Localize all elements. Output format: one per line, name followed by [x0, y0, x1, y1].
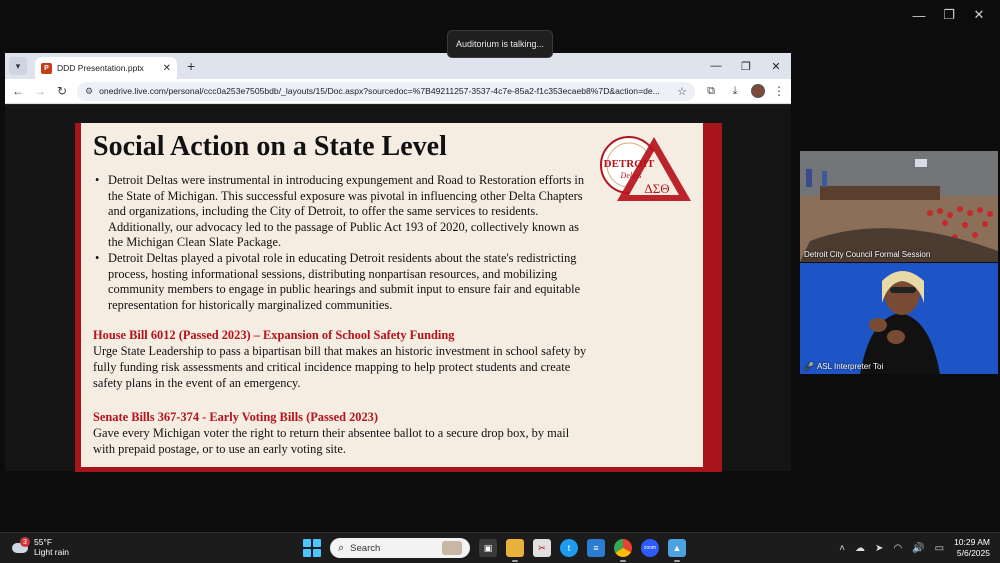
senate-bill-section — [93, 409, 593, 457]
photos-icon[interactable]: ▲ — [668, 539, 686, 557]
svg-text:ΔΣΘ: ΔΣΘ — [644, 181, 670, 196]
notepad-icon[interactable]: ≡ — [587, 539, 605, 557]
tab-close-button[interactable]: ✕ — [162, 62, 171, 74]
weather-cloud-icon — [12, 540, 30, 554]
senate-bill-text: Gave every Michigan voter the right to return their absentee ballot to a secure drop box, by mail with prepaid postage, or to use an early voting site. — [93, 426, 570, 457]
browser-window — [5, 53, 791, 471]
taskbar-search[interactable] — [330, 538, 470, 558]
taskbar — [0, 532, 1000, 563]
council-video-label: Detroit City Council Formal Session — [804, 250, 931, 259]
volume-icon[interactable]: 🔊 — [912, 542, 925, 554]
address-bar[interactable] — [77, 82, 695, 101]
tab-search-button[interactable] — [9, 57, 27, 75]
chrome-icon[interactable] — [614, 539, 632, 557]
profile-avatar[interactable] — [751, 84, 765, 98]
house-bill-section — [93, 327, 593, 391]
search-highlight-image — [442, 541, 462, 555]
slide-content — [81, 123, 703, 467]
speaking-toast: Auditorium is talking... — [447, 30, 553, 58]
search-icon: ⌕ — [338, 541, 345, 554]
slide-frame — [75, 123, 722, 472]
onedrive-cloud-icon[interactable]: ☁ — [855, 542, 866, 554]
interpreter-video-tile[interactable] — [800, 263, 998, 374]
document-viewport — [5, 105, 791, 471]
chevron-up-icon[interactable]: ˄ — [839, 542, 846, 554]
slide-bullet-list — [93, 173, 593, 313]
council-video-tile[interactable] — [800, 151, 998, 262]
windows-start-icon[interactable] — [303, 539, 321, 557]
senate-bill-title: Senate Bills 367-374 - Early Voting Bills (Passed 2023) — [93, 410, 379, 425]
download-icon[interactable]: ⤓ — [732, 84, 738, 97]
extensions-icon[interactable]: ⧉ — [707, 84, 715, 97]
svg-text:DETROIT: DETROIT — [603, 158, 655, 170]
system-clock[interactable] — [954, 537, 990, 559]
url-text: onedrive.live.com/personal/ccc0a253e7505bdb/_layouts/15/Doc.aspx?sourcedoc=%7B49211257-3537-4c7e-85a2-f1c353ecaeb8%7D&action=de... — [99, 86, 660, 96]
search-label: Search — [350, 542, 381, 554]
restore-button[interactable]: ❐ — [943, 7, 955, 22]
wifi-icon[interactable]: ◠ — [893, 542, 903, 554]
weather-alert-badge: 3 — [20, 537, 30, 547]
browser-restore-button[interactable]: ❐ — [741, 60, 751, 73]
slide-title: Social Action on a State Level — [93, 131, 447, 162]
council-chamber-image — [800, 151, 998, 262]
back-button[interactable]: ← — [12, 84, 24, 98]
tab-bar — [5, 53, 791, 79]
powerpoint-icon: P — [41, 63, 52, 74]
location-arrow-icon[interactable]: ➤ — [875, 542, 884, 554]
browser-minimize-button[interactable]: — — [710, 59, 722, 72]
twitter-icon[interactable]: t — [560, 539, 578, 557]
forward-button[interactable]: → — [34, 84, 46, 98]
bullet-expungement: • Detroit Deltas were instrumental in introducing expungement and Road to Restoration efforts in the State of Michigan. This successful exposure was pivotal in influencing other Delta Chapters and organizations, including the City of Detroit, to offer the same services to residents. Additionally, our advocacy led to the passage of Public Act 193 of 2020, collectively known as the Michigan Clean Slate Package. — [93, 173, 593, 251]
chevron-down-icon: ▾ — [15, 60, 21, 71]
new-tab-button[interactable]: + — [187, 58, 196, 74]
file-explorer-icon[interactable] — [506, 539, 524, 557]
browser-close-button[interactable]: ✕ — [771, 60, 781, 73]
detroit-deltas-logo — [599, 129, 699, 211]
interpreter-image — [800, 263, 998, 374]
interpreter-video-label: 🎤 ASL Interpreter Toi — [804, 362, 884, 371]
zoom-icon[interactable]: zoom — [641, 539, 659, 557]
system-tray — [839, 537, 990, 559]
tab-ddd-presentation[interactable] — [35, 57, 177, 79]
battery-icon[interactable]: ▭ — [934, 542, 945, 554]
clock-date: 5/6/2025 — [956, 548, 990, 558]
snipping-tool-icon[interactable]: ✂ — [533, 539, 551, 557]
tab-title: DDD Presentation.pptx — [57, 63, 144, 73]
clock-time: 10:29 AM — [954, 537, 990, 547]
bullet-redistricting: • Detroit Deltas played a pivotal role in educating Detroit residents about the state's redistricting process, hosting informational sessions, distributing nonpartisan resources, and mobilizing community members to engage in public hearings and submit input to ensure fair and equitable representation for historically marginalized communities. — [93, 251, 593, 313]
reload-button[interactable]: ↻ — [56, 84, 68, 98]
browser-toolbar — [5, 79, 791, 104]
taskbar-apps — [303, 538, 686, 558]
house-bill-title: House Bill 6012 (Passed 2023) – Expansion of School Safety Funding — [93, 328, 455, 343]
site-info-icon[interactable]: ⚙ — [85, 85, 94, 96]
close-button[interactable]: ✕ — [973, 7, 985, 22]
mic-muted-icon: 🎤 — [804, 362, 814, 371]
app-window-controls — [904, 4, 994, 26]
weather-condition: Light rain — [34, 547, 69, 557]
minimize-button[interactable]: — — [912, 7, 926, 23]
more-menu-icon[interactable]: ⋮ — [773, 84, 785, 98]
task-view-icon[interactable]: ▣ — [479, 539, 497, 557]
weather-temperature: 55°F — [34, 537, 53, 547]
browser-window-controls — [701, 60, 791, 73]
svg-text:Deltas: Deltas — [620, 171, 642, 180]
house-bill-text: Urge State Leadership to pass a bipartisan bill that makes an historic investment in school safety by fully funding risk assessments and critical incidence mapping to help protect students and create safety plans in the event of an emergency. — [93, 344, 587, 391]
weather-widget[interactable] — [12, 537, 69, 557]
bookmark-star-icon[interactable]: ☆ — [677, 85, 687, 98]
